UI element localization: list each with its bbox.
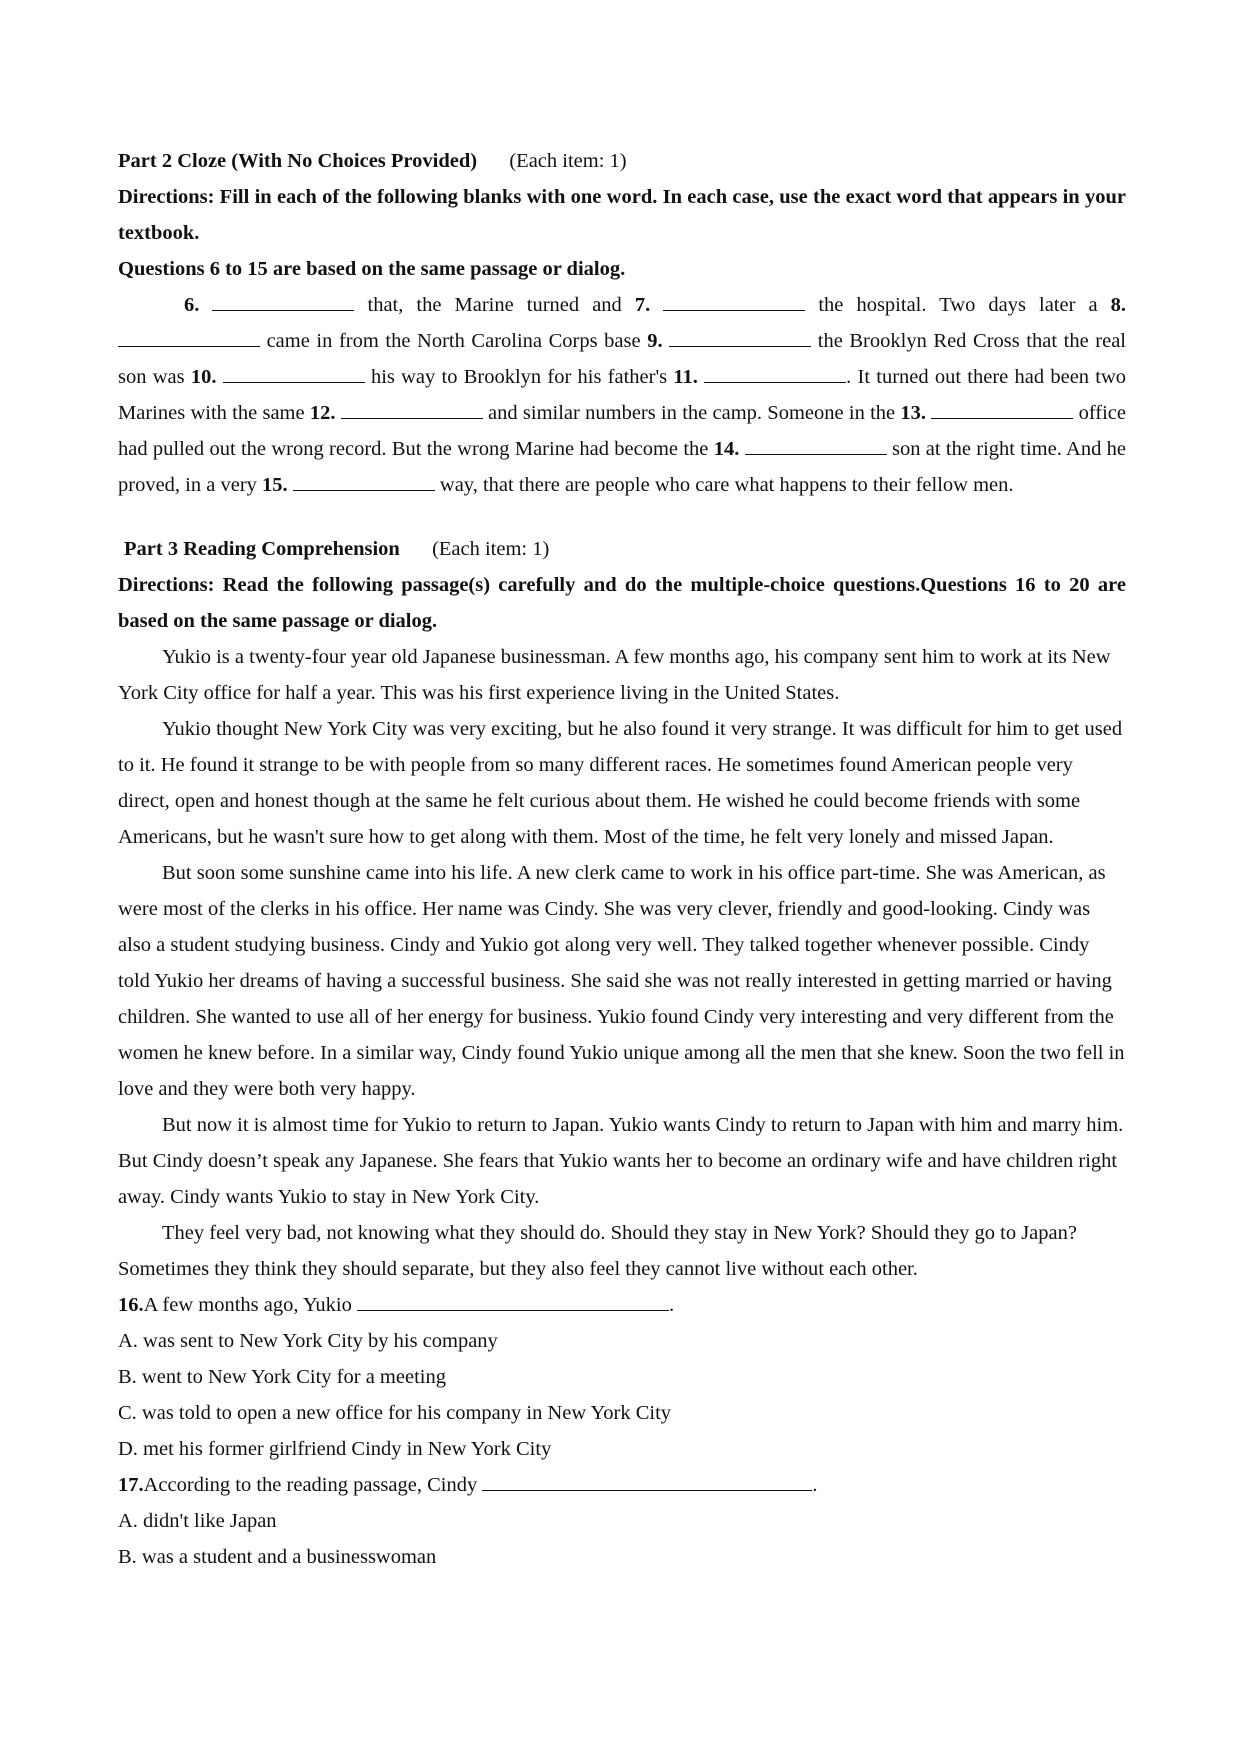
option-16-a[interactable]: A. was sent to New York City by his company [118, 1330, 498, 1352]
cloze-text: that, the Marine turned and [354, 294, 635, 316]
part3-heading [118, 531, 1126, 567]
question-end: . [812, 1474, 818, 1496]
cloze-blank-13[interactable] [931, 400, 1073, 419]
cloze-blank-12[interactable] [341, 400, 483, 419]
cloze-num-13: 13. [900, 402, 927, 424]
cloze-text: office had pulled out the wrong record. But the wrong Marine had become the [118, 402, 1127, 460]
part3-title: Part 3 Reading Comprehension [124, 538, 400, 560]
cloze-blank-11[interactable] [704, 364, 846, 383]
cloze-num-10: 10. [190, 366, 217, 388]
passage-paragraph: But soon some sunshine came into his life. A new clerk came to work in his office part-time. She was American, as were most of the clerks in his office. Her name was Cindy. She was very clever, friendly and good-looking. Cindy was also a student studying business. Cindy and Yukio got along very well. They talked together whenever possible. Cindy told Yukio her dreams of having a successful business. She said she was not really interested in getting married or having children. She wanted to use all of her energy for business. Yukio found Cindy very interesting and very different from the women he knew before. In a similar way, Cindy found Yukio unique among all the men that she knew. Soon the two fell in love and they were both very happy. [118, 862, 1125, 1100]
cloze-text: came in from the North Carolina Corps base [260, 330, 648, 352]
reading-passage [118, 639, 1126, 1287]
cloze-blank-8[interactable] [118, 328, 260, 347]
cloze-num-11: 11. [673, 366, 698, 388]
cloze-num-15: 15. [262, 474, 288, 496]
answer-blank-16[interactable] [357, 1292, 669, 1311]
option-17-b[interactable]: B. was a student and a businesswoman [118, 1546, 437, 1568]
part2-title: Part 2 Cloze (With No Choices Provided) [118, 150, 478, 172]
option-16-d[interactable]: D. met his former girlfriend Cindy in New York City [118, 1438, 552, 1460]
question-stem: According to the reading passage, Cindy [143, 1474, 478, 1496]
cloze-num-7: 7. [634, 294, 651, 316]
question-16 [118, 1287, 1126, 1323]
page-content [118, 143, 1126, 1575]
cloze-text: the hospital. Two days later a [805, 294, 1111, 316]
cloze-blank-9[interactable] [669, 328, 811, 347]
question-end: . [668, 1294, 675, 1316]
cloze-blank-6[interactable] [212, 292, 354, 311]
part2-heading [118, 143, 1126, 179]
option-16-c[interactable]: C. was told to open a new office for his company in New York City [118, 1402, 672, 1424]
passage-paragraph: But now it is almost time for Yukio to return to Japan. Yukio wants Cindy to return to Japan with him and marry him. But Cindy doesn’t speak any Japanese. She fears that Yukio wants her to become an ordinary wife and have children right away. Cindy wants Yukio to stay in New York City. [118, 1114, 1124, 1208]
option-16-b[interactable]: B. went to New York City for a meeting [118, 1366, 446, 1388]
part2-directions: Directions: Fill in each of the following blanks with one word. In each case, use the exact word that appears in your textbook. [118, 186, 1126, 244]
cloze-text: his way to Brooklyn for his father's [364, 366, 674, 388]
part3-points: (Each item: 1) [432, 538, 550, 560]
cloze-text: way, that there are people who care what happens to their fellow men. [434, 474, 1014, 496]
cloze-num-6: 6. [184, 294, 200, 316]
question-17 [118, 1467, 1126, 1503]
cloze-blank-15[interactable] [293, 472, 435, 491]
question-number: 16. [118, 1294, 144, 1316]
cloze-num-14: 14. [713, 438, 740, 460]
option-17-a[interactable]: A. didn't like Japan [118, 1510, 277, 1532]
cloze-num-8: 8. [1110, 294, 1127, 316]
cloze-blank-14[interactable] [745, 436, 887, 455]
cloze-num-12: 12. [309, 402, 336, 424]
part3-directions: Directions: Read the following passage(s) carefully and do the multiple-choice questions.Questions 16 to 20 are based on the same passage or dialog. [118, 574, 1126, 632]
cloze-blank-7[interactable] [663, 292, 805, 311]
passage-paragraph: Yukio is a twenty-four year old Japanese businessman. A few months ago, his company sent him to work at its New York City office for half a year. This was his first experience living in the United States. [118, 646, 1111, 704]
part2-questions-note: Questions 6 to 15 are based on the same passage or dialog. [118, 258, 626, 280]
passage-paragraph: They feel very bad, not knowing what they should do. Should they stay in New York? Should they go to Japan? Sometimes they think they should separate, but they also feel they cannot live without each other. [118, 1222, 1077, 1280]
cloze-num-9: 9. [647, 330, 663, 352]
question-number: 17. [118, 1474, 144, 1496]
cloze-passage [118, 287, 1126, 503]
cloze-text: son at the right time. And he proved, in a very [118, 438, 1126, 496]
cloze-text: the Brooklyn Red Cross that the real son was [118, 330, 1126, 388]
part2-points: (Each item: 1) [509, 150, 627, 172]
cloze-blank-10[interactable] [223, 364, 365, 383]
question-stem: A few months ago, Yukio [143, 1294, 352, 1316]
cloze-text: . It turned out there had been two Marines with the same [118, 366, 1127, 424]
answer-blank-17[interactable] [482, 1472, 812, 1491]
cloze-text: and similar numbers in the camp. Someone in the [482, 402, 901, 424]
passage-paragraph: Yukio thought New York City was very exciting, but he also found it very strange. It was difficult for him to get used to it. He found it strange to be with people from so many different races. He sometimes found American people very direct, open and honest though at the same he felt curious about them. He wished he could become friends with some Americans, but he wasn't sure how to get along with them. Most of the time, he felt very lonely and missed Japan. [118, 718, 1123, 848]
